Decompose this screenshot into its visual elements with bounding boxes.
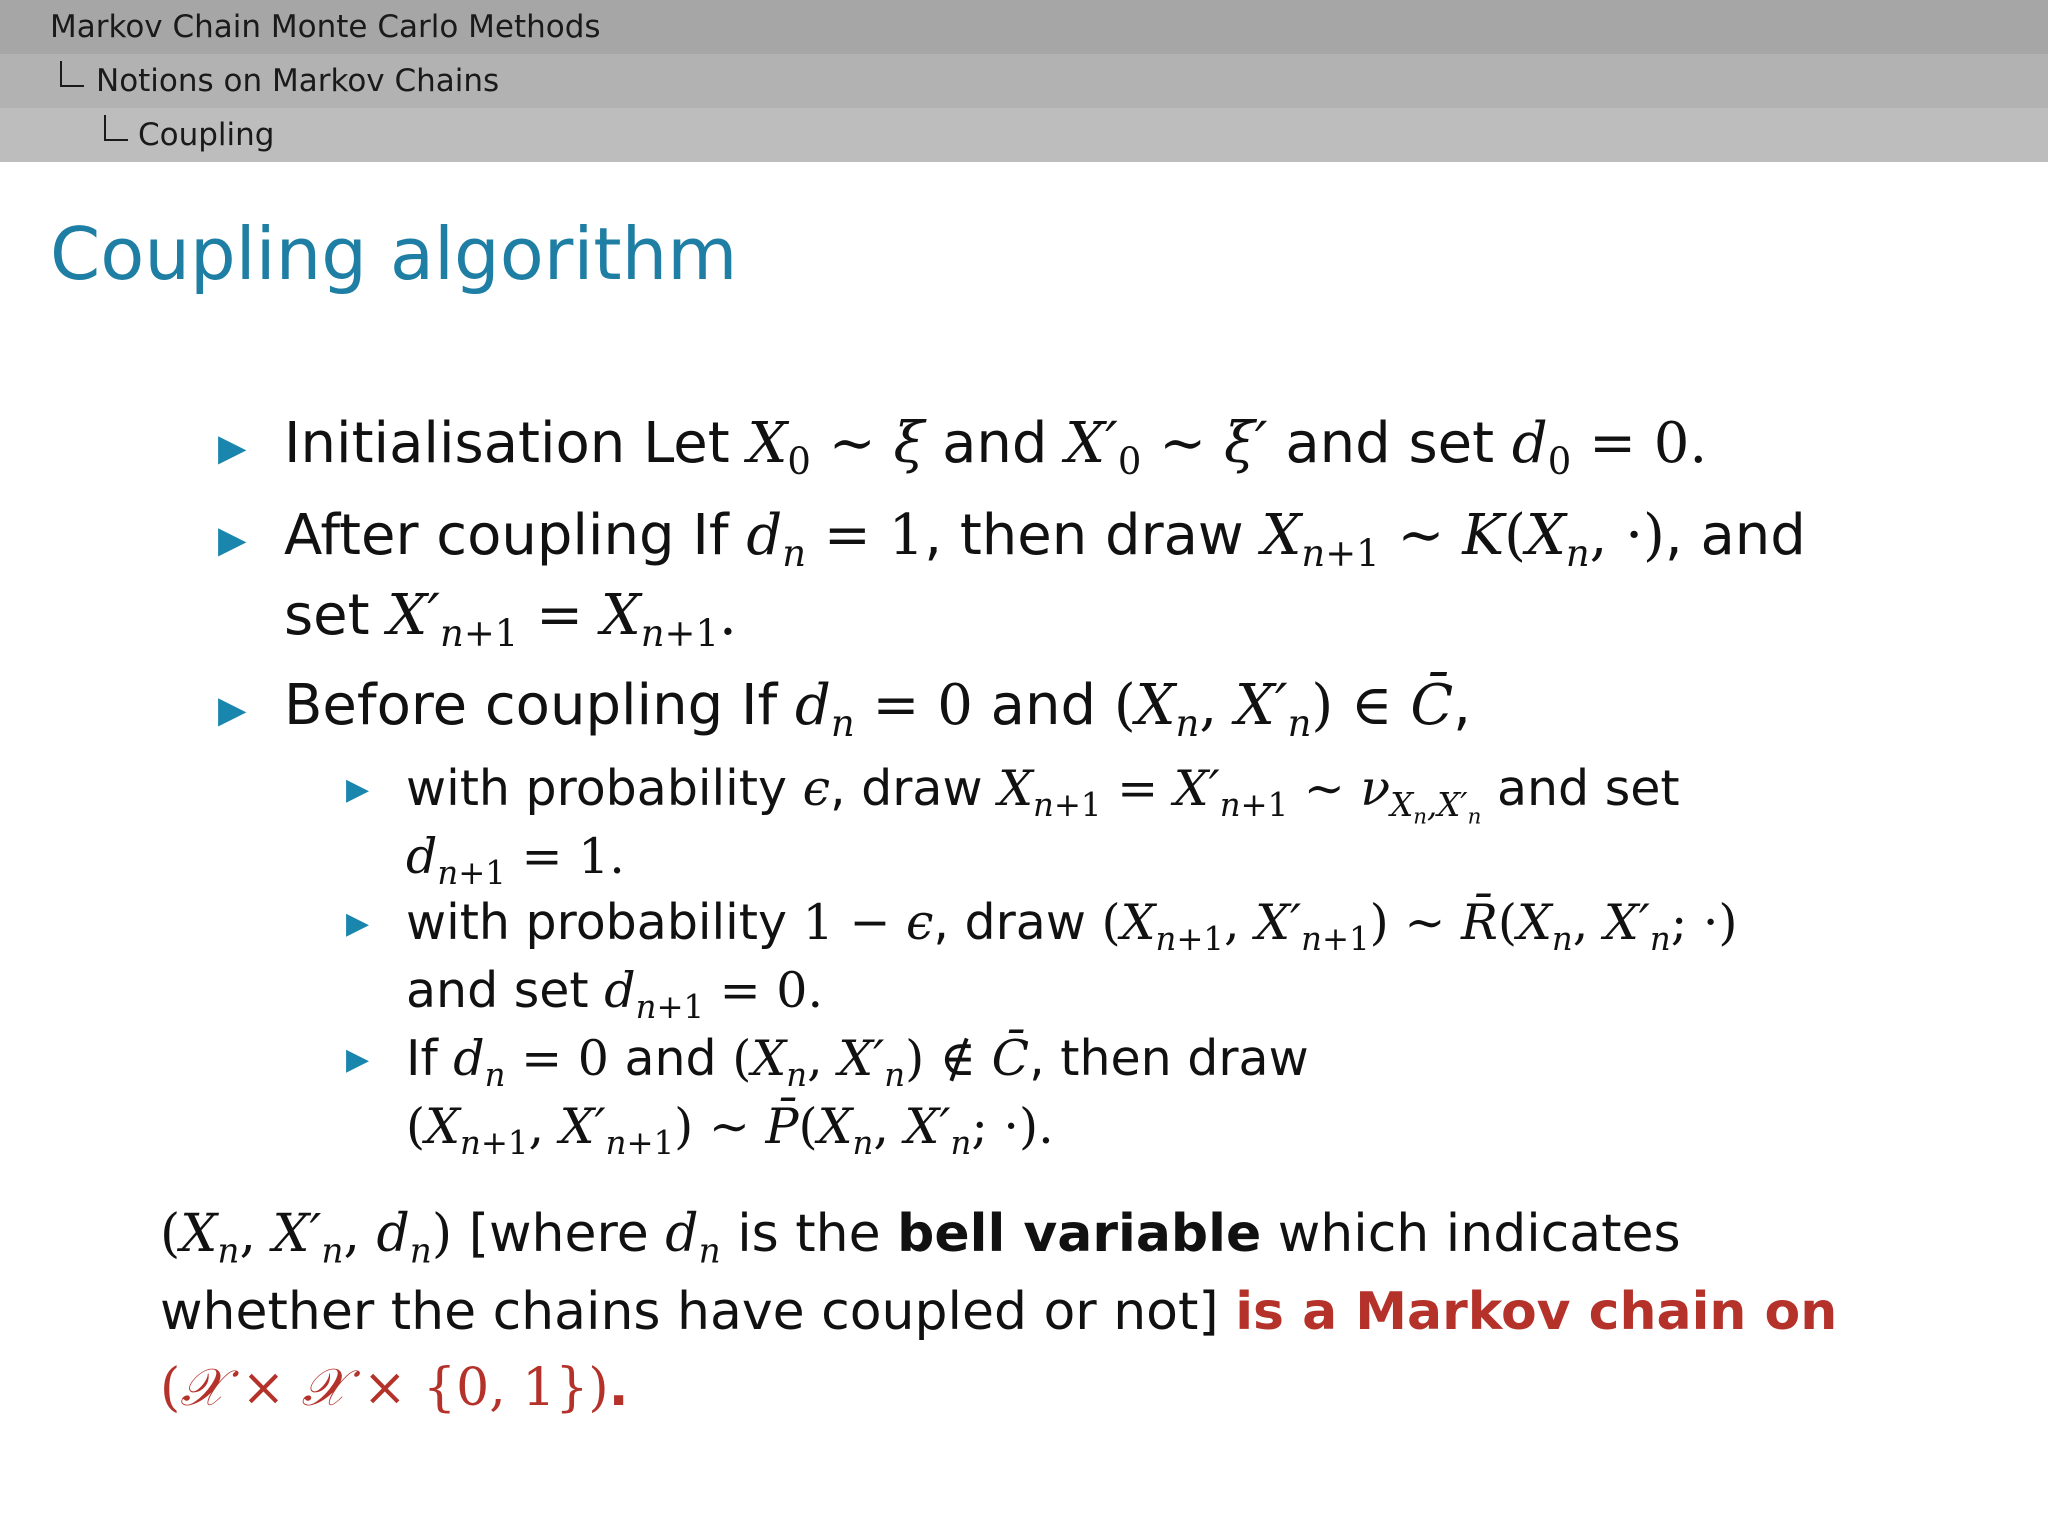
subbullet-triangle-icon: ▶ bbox=[346, 906, 370, 941]
bullet-before-coupling: Before coupling If $d_n = 0$ and ($X_n$, $X'_n$) ∈ C̄, bbox=[284, 673, 1471, 746]
tree-branch-icon bbox=[104, 115, 128, 141]
subbullet-prob-epsilon: with probability ϵ, draw $X_{n+1} = X'_{n+1}$ ∼ $\nu_{X_n,X'_n}$ and set bbox=[406, 760, 1680, 830]
breadcrumb-subsubsection bbox=[0, 108, 2048, 162]
breadcrumb-section bbox=[0, 0, 2048, 54]
breadcrumb-subsection-label: Notions on Markov Chains bbox=[96, 63, 500, 99]
breadcrumb-subsection bbox=[0, 54, 2048, 108]
conclusion-line-2: whether the chains have coupled or not] is a Markov chain on bbox=[160, 1282, 1838, 1342]
bullet-triangle-icon: ▶ bbox=[218, 688, 247, 731]
subbullet-prob-one-minus-epsilon-cont: and set $d_{n+1} = 0$. bbox=[406, 962, 824, 1026]
bullet-after-coupling-cont: set $X'_{n+1} = X_{n+1}$. bbox=[284, 583, 737, 656]
markov-chain-claim: is a Markov chain on bbox=[1235, 1282, 1838, 1342]
subbullet-prob-epsilon-cont: $d_{n+1} = 1$. bbox=[406, 828, 625, 892]
breadcrumb-subsubsection-label: Coupling bbox=[138, 117, 275, 153]
bullet-triangle-icon: ▶ bbox=[218, 518, 247, 561]
tree-branch-icon bbox=[60, 61, 84, 87]
conclusion-line-1: ($X_n$, $X'_n$, $d_n$) [where $d_n$ is the bell variable which indicates bbox=[160, 1204, 1681, 1272]
subbullet-not-in-c: If $d_n = 0$ and ($X_n$, $X'_n$) ∉ C̄, then draw bbox=[406, 1030, 1309, 1094]
bullet-triangle-icon: ▶ bbox=[218, 426, 247, 469]
breadcrumb-section-label: Markov Chain Monte Carlo Methods bbox=[50, 9, 601, 45]
subbullet-prob-one-minus-epsilon: with probability 1 − ϵ, draw ($X_{n+1}$, $X'_{n+1}$) ∼ $R̄(X_n$, $X'_n$; ·) bbox=[406, 894, 1738, 958]
subbullet-triangle-icon: ▶ bbox=[346, 1042, 370, 1077]
bell-variable-term: bell variable bbox=[897, 1204, 1262, 1264]
subbullet-triangle-icon: ▶ bbox=[346, 772, 370, 807]
subbullet-not-in-c-cont: ($X_{n+1}$, $X'_{n+1}$) ∼ $P̄(X_n$, $X'_n$; ·). bbox=[406, 1098, 1054, 1162]
bullet-after-coupling: After coupling If $d_n = 1$, then draw $X_{n+1}$ ∼ $K(X_n$, ·), and bbox=[284, 503, 1806, 576]
slide-title: Coupling algorithm bbox=[50, 212, 738, 296]
bullet-initialisation: Initialisation Let $X_0$ ∼ ξ and $X'_0$ ∼ ξ′ and set $d_0 = 0$. bbox=[284, 411, 1708, 484]
conclusion-line-3: (𝒳 × 𝒳 × {0, 1}). bbox=[160, 1358, 629, 1418]
